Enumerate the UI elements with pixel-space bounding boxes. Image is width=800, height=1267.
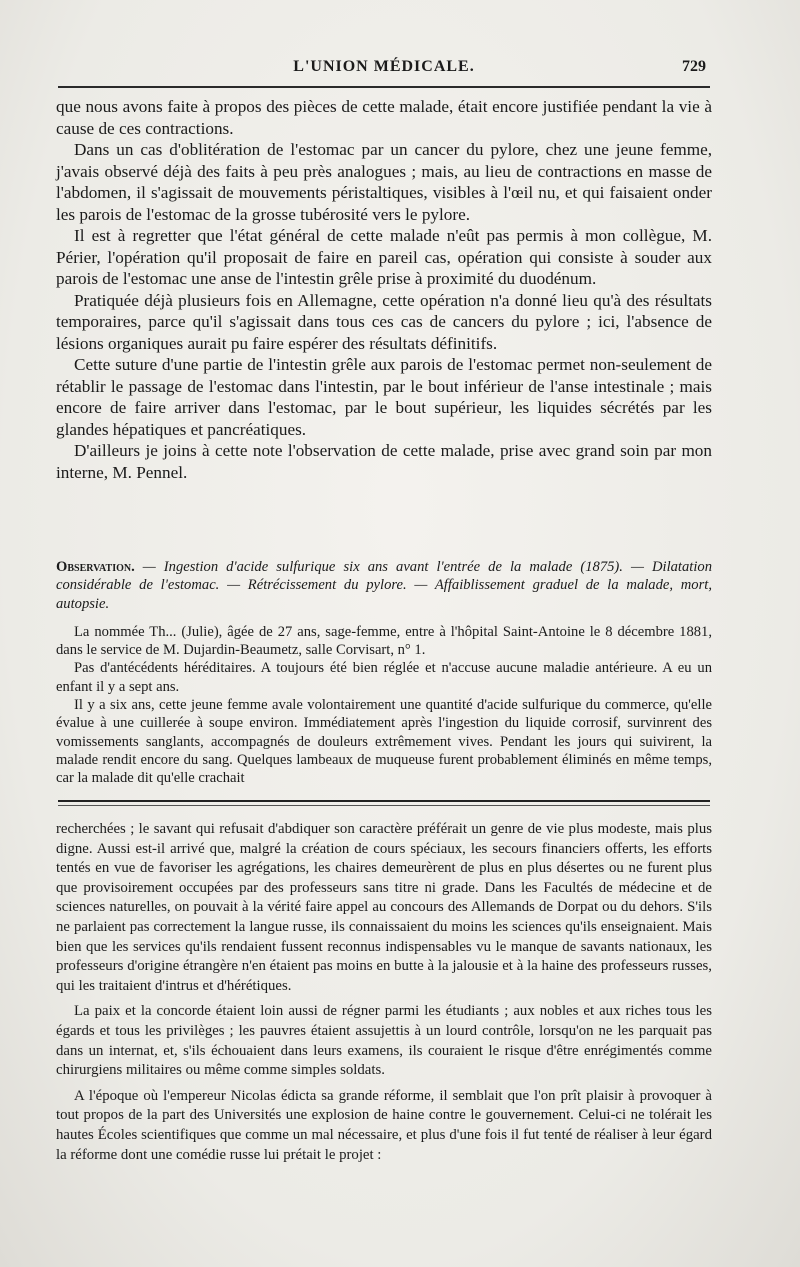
header-rule	[58, 86, 710, 88]
page-number: 729	[682, 58, 706, 75]
paragraph: D'ailleurs je joins à cette note l'observation de cette malade, prise avec grand soin par mon interne, M. Pennel.	[56, 441, 712, 482]
journal-title: L'UNION MÉDICALE.	[293, 58, 475, 75]
observation-paragraph: Il y a six ans, cette jeune femme avale volontairement une quantité d'acide sulfurique du commerce, qu'elle évalue à une cuillerée à soupe environ. Immédiatement après l'ingestion du liquide corrosif, survinrent des vomissements sanglants, accompagnés de douleurs extrêmement vives. Pendant les jours qui suivirent, la malade rendit encore du sang. Quelques lambeaux de muqueuse furent probablement éliminés en même temps, car la malade dit qu'elle crachait	[56, 697, 712, 787]
observation-paragraph: La nommée Th... (Julie), âgée de 27 ans, sage-femme, entre à l'hôpital Saint-Antoine le 8 décembre 1881, dans le service de M. Dujardin-Beaumetz, salle Corvisart, n° 1.	[56, 623, 712, 659]
observation-label: Observation.	[56, 559, 135, 575]
feuilleton-paragraph: recherchées ; le savant qui refusait d'abdiquer son caractère préférait un genre de vie plus modeste, mais plus digne. Aussi est-il arrivé que, malgré la création de cours spéciaux, les secours financiers offerts, les efforts tentés en vue de favoriser les agrégations, les chaires demeurèrent de plus en plus désertes ou ne furent plus que provisoirement occupées par des professeurs sans titre ni grade. Dans les Facultés de médecine et de sciences naturelles, on pouvait à la vérité faire appel au concours des Allemands de Dorpat ou du dehors. S'ils ne parlaient pas correctement la langue russe, ils connaissaient du moins les sciences qu'ils enseignaient. Mais bien que les services qu'ils rendaient fussent reconnus indispensables vu le manque de savants nationaux, les professeurs d'origine étrangère n'en étaient pas moins en butte à la jalousie et à la haine des professeurs russes, qui les traitaient d'intrus et d'hérétiques.	[56, 821, 712, 994]
feuilleton-paragraph: A l'époque où l'empereur Nicolas édicta sa grande réforme, il semblait que l'on prît plaisir à provoquer à tout propos de la part des Universités une explosion de haine contre le gouvernement. Celui-ci ne tolérait les hautes Écoles scientifiques que comme un mal nécessaire, et plus d'une fois il fut tenté de réaliser à leur égard la réforme dont une comédie russe lui prétait le projet :	[56, 1087, 712, 1163]
feuilleton-divider	[58, 800, 710, 806]
paragraph: que nous avons faite à propos des pièces de cette malade, était encore justifiée pendant la vie à cause de ces contractions.	[56, 97, 712, 138]
observation-paragraph: Pas d'antécédents héréditaires. A toujours été bien réglée et n'accuse aucune maladie antérieure. A eu un enfant il y a sept ans.	[56, 660, 712, 695]
paragraph: Cette suture d'une partie de l'intestin grêle aux parois de l'estomac permet non-seulement de rétablir le passage de l'estomac dans l'intestin, par le bout inférieur de l'anse intestinale ; mais encore de faire arriver dans l'estomac, par le bout supérieur, les liquides sécrétés par les glandes hépatiques et pancréatiques.	[56, 355, 712, 439]
feuilleton-section	[56, 820, 712, 1165]
main-article	[56, 96, 712, 483]
paragraph: Il est à regretter que l'état général de cette malade n'eût pas permis à mon collègue, M. Périer, l'opération qu'il proposait de faire en pareil cas, opération qui consiste à souder aux parois de l'estomac une anse de l'intestin grêle prise à proximité du duodénum.	[56, 226, 712, 288]
feuilleton-paragraph: La paix et la concorde étaient loin aussi de régner parmi les étudiants ; aux nobles et aux riches tous les égards et tous les privilèges ; les pauvres étaient assujettis à un lourd contrôle, lorsqu'on ne les parquait pas dans un internat, et, s'ils échouaient dans leurs examens, ils couraient le risque d'être enrégimentés comme chirurgiens militaires ou même comme simples soldats.	[56, 1003, 712, 1079]
observation-heading	[56, 558, 712, 613]
observation-section	[56, 558, 712, 788]
observation-title: — Ingestion d'acide sulfurique six ans avant l'entrée de la malade (1875). — Dilatation considérable de l'estomac. — Rétrécissement du pylore. — Affaiblissement graduel de la malade, mort, autopsie.	[56, 559, 712, 612]
page-header	[58, 58, 710, 82]
paragraph: Pratiquée déjà plusieurs fois en Allemagne, cette opération n'a donné lieu qu'à des résultats temporaires, parce qu'il s'agissait dans tous ces cas de cancers du pylore ; ici, l'absence de lésions organiques aurait pu faire espérer des résultats définitifs.	[56, 290, 712, 353]
paragraph: Dans un cas d'oblitération de l'estomac par un cancer du pylore, chez une jeune femme, j'avais observé déjà des faits à peu près analogues ; mais, au lieu de contractions en masse de l'abdomen, il s'agissait de mouvements péristaltiques, visibles à l'œil nu, et qui faisaient onder les parois de l'estomac de la grosse tubérosité vers le pylore.	[56, 140, 712, 224]
